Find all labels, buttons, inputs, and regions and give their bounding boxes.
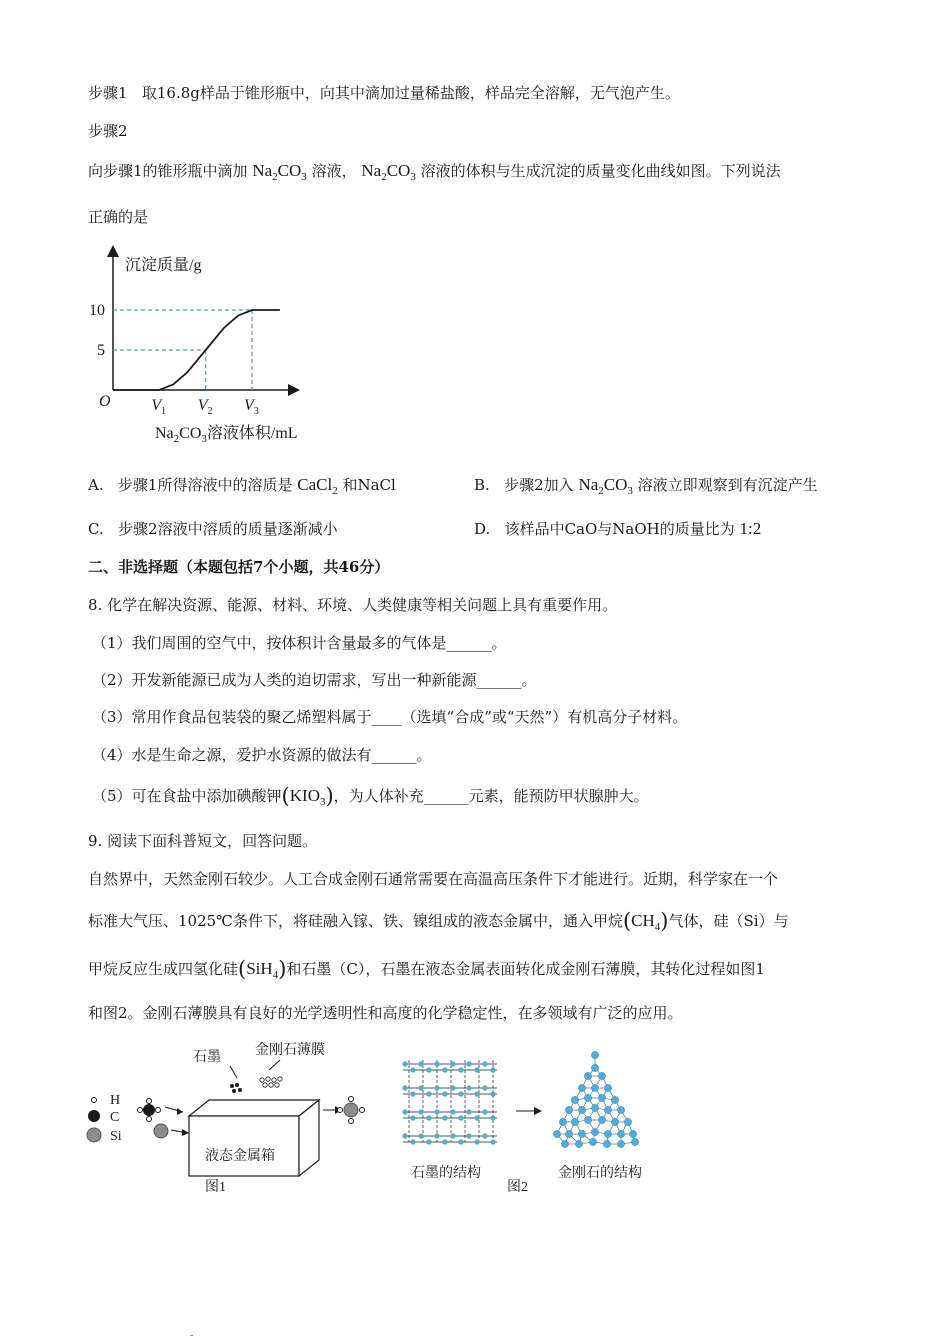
carbon-atom xyxy=(589,1138,596,1145)
carbon-atom xyxy=(624,1118,631,1125)
carbon-atom xyxy=(571,1096,578,1103)
carbon-atom xyxy=(611,1096,618,1103)
q8-part3: （3）常用作食品包装袋的聚乙烯塑料属于____（选填“合成”或“天然”）有机高分子材料。 xyxy=(92,708,688,726)
sih4-formula: SiH$_4$ xyxy=(246,959,279,981)
na2co3-formula-3: $Na_2CO_3$ xyxy=(578,475,633,497)
carbon-atom xyxy=(450,1133,455,1138)
ch4-molecule-icon xyxy=(138,1099,161,1122)
carbon-atom xyxy=(584,1116,591,1123)
carbon-atom xyxy=(474,1067,479,1072)
x-axis-label: $Na_2CO_3$溶液体积/mL xyxy=(155,425,298,445)
option-c[interactable]: C. 步骤2溶液中溶质的质量逐渐减小 xyxy=(88,520,338,538)
graphite-structure-diagram xyxy=(402,1060,497,1145)
carbon-atom xyxy=(402,1133,407,1138)
si-legend-icon xyxy=(87,1128,101,1142)
diamond-film-label: 金刚石薄膜 xyxy=(255,1043,325,1058)
carbon-atom xyxy=(591,1128,598,1135)
step2-desc-line2: 正确的是 xyxy=(88,208,149,226)
y-tick-label: 5 xyxy=(97,342,105,359)
data-curve xyxy=(113,310,280,390)
carbon-atom xyxy=(604,1106,611,1113)
carbon-atom xyxy=(426,1115,431,1120)
footer-mark xyxy=(190,1335,193,1336)
h-legend-icon xyxy=(92,1098,97,1103)
carbon-atom xyxy=(578,1106,585,1113)
svg-text:C: C xyxy=(110,1110,120,1125)
carbon-atom xyxy=(458,1139,463,1144)
carbon-atom xyxy=(450,1061,455,1066)
carbon-atom xyxy=(559,1118,566,1125)
graphite-dots xyxy=(230,1083,242,1093)
carbon-atom xyxy=(426,1091,431,1096)
ch4-formula: $CH_4$ xyxy=(631,911,661,933)
carbon-atom xyxy=(604,1130,611,1137)
carbon-atom xyxy=(629,1130,636,1137)
step2-desc-part2: 溶液， xyxy=(311,162,357,180)
carbon-atom xyxy=(482,1109,487,1114)
option-b[interactable]: B. 步骤2加入 $Na_2CO_3$ 溶液立即观察到有沉淀产生 xyxy=(474,475,818,497)
carbon-atom xyxy=(458,1091,463,1096)
carbon-atom xyxy=(591,1084,598,1091)
figure-2-caption: 图2 xyxy=(507,1180,528,1195)
carbon-atom xyxy=(578,1130,585,1137)
carbon-atom xyxy=(578,1084,585,1091)
liquid-metal-box-label: 液态金属箱 xyxy=(205,1149,275,1164)
liquid-metal-box xyxy=(189,1100,319,1176)
figure-2 xyxy=(395,1050,675,1200)
sih4-molecule-icon xyxy=(338,1097,365,1124)
q9-line4: 和图2。金刚石薄膜具有良好的光学透明性和高度的化学稳定性，在多领域有广泛的应用。 xyxy=(88,1004,683,1022)
carbon-atom xyxy=(426,1139,431,1144)
section2-title: 二、非选择题（本题包括7个小题，共46分） xyxy=(88,558,390,576)
q8-part5: （5）可在食盐中添加碘酸钾$(KIO_3)$，为人体补充______元素，能预防甲状腺肿大。 xyxy=(92,784,649,808)
carbon-atom xyxy=(565,1130,572,1137)
carbon-atom xyxy=(442,1115,447,1120)
carbon-atom xyxy=(434,1109,439,1114)
carbon-atom xyxy=(490,1067,495,1072)
carbon-atom xyxy=(434,1061,439,1066)
step1-text: 取16.8g样品于锥形瓶中，向其中滴加过量稀盐酸，样品完全溶解，无气泡产生。 xyxy=(141,84,680,102)
carbon-atom xyxy=(617,1140,624,1147)
carbon-atom xyxy=(466,1085,471,1090)
diamond-structure-diagram xyxy=(553,1051,638,1147)
carbon-atom xyxy=(598,1116,605,1123)
q8-part1: （1）我们周围的空气中，按体积计含量最多的气体是______。 xyxy=(92,634,507,652)
step2-desc-part1: 向步骤1的锥形瓶中滴加 xyxy=(88,162,248,180)
carbon-atom xyxy=(617,1130,624,1137)
carbon-atom xyxy=(584,1094,591,1101)
carbon-atom xyxy=(591,1104,598,1111)
x-tick-label: $V_2$ xyxy=(197,397,213,417)
carbon-atom xyxy=(450,1109,455,1114)
x-tick-label: $V_3$ xyxy=(244,397,259,417)
carbon-atom xyxy=(402,1061,407,1066)
svg-text:H: H xyxy=(110,1093,121,1108)
carbon-atom xyxy=(565,1106,572,1113)
carbon-atom xyxy=(598,1072,605,1079)
svg-text:Si: Si xyxy=(110,1129,122,1144)
kio3-formula: $KIO_3$ xyxy=(289,786,326,808)
carbon-atom xyxy=(450,1085,455,1090)
carbon-atom xyxy=(591,1064,598,1071)
step2-label: 步骤2 xyxy=(88,122,128,140)
carbon-atom xyxy=(571,1118,578,1125)
carbon-atom xyxy=(418,1061,423,1066)
carbon-atom xyxy=(482,1133,487,1138)
carbon-atom xyxy=(418,1109,423,1114)
q8-stem: 8. 化学在解决资源、能源、材料、环境、人类健康等相关问题上具有重要作用。 xyxy=(88,596,618,614)
carbon-atom xyxy=(575,1140,582,1147)
carbon-atom xyxy=(466,1133,471,1138)
carbon-atom xyxy=(466,1109,471,1114)
carbon-atom xyxy=(458,1067,463,1072)
carbon-atom xyxy=(418,1085,423,1090)
mass-ratio: 1:2 xyxy=(739,519,762,538)
carbon-atom xyxy=(490,1091,495,1096)
step2-desc xyxy=(88,160,781,183)
carbon-atom xyxy=(442,1067,447,1072)
cacl2-formula: CaCl$_2$ xyxy=(297,475,338,497)
q8-part4: （4）水是生命之源，爱护水资源的做法有______。 xyxy=(92,746,432,764)
carbon-atom xyxy=(442,1091,447,1096)
q9-line3: 甲烷反应生成四氢化硅(SiH$_4$)和石墨（C），石墨在液态金属表面转化成金刚石薄膜，其转化过程如图1 xyxy=(88,957,765,981)
carbon-atom xyxy=(410,1067,415,1072)
step1-line xyxy=(88,82,680,103)
diamond-film-dots xyxy=(260,1077,282,1087)
carbon-atom xyxy=(442,1139,447,1144)
carbon-atom xyxy=(617,1106,624,1113)
carbon-atom xyxy=(402,1085,407,1090)
graphite-label: 石墨 xyxy=(193,1050,221,1065)
carbon-atom xyxy=(434,1085,439,1090)
y-tick-label: 10 xyxy=(89,302,105,319)
c-legend-icon xyxy=(88,1110,100,1122)
x-tick-label: $V_1$ xyxy=(151,397,167,417)
precipitate-chart xyxy=(85,240,345,450)
carbon-atom xyxy=(474,1091,479,1096)
carbon-atom xyxy=(591,1051,598,1058)
carbon-atom xyxy=(418,1133,423,1138)
carbon-atom xyxy=(604,1084,611,1091)
step2-desc-part3: 溶液的体积与生成沉淀的质量变化曲线如图。下列说法 xyxy=(420,162,781,180)
diamond-structure-label: 金刚石的结构 xyxy=(558,1166,642,1181)
na2co3-formula-2: $Na_2CO_3$ xyxy=(361,161,416,183)
carbon-atom xyxy=(631,1138,638,1145)
origin-label: O xyxy=(99,393,111,410)
carbon-atom xyxy=(410,1139,415,1144)
carbon-atom xyxy=(410,1115,415,1120)
carbon-atom xyxy=(598,1094,605,1101)
q8-part2: （2）开发新能源已成为人类的迫切需求，写出一种新能源______。 xyxy=(92,671,537,689)
carbon-atom xyxy=(490,1115,495,1120)
graphite-structure-label: 石墨的结构 xyxy=(411,1166,481,1181)
carbon-atom xyxy=(434,1133,439,1138)
carbon-atom xyxy=(561,1140,568,1147)
carbon-atom xyxy=(482,1085,487,1090)
q9-line2: 标准大气压、1025℃条件下，将硅融入镓、铁、镍组成的液态金属中，通入甲烷$(CH_4)$气体，硅（Si）与 xyxy=(88,909,789,933)
carbon-atom xyxy=(553,1130,560,1137)
carbon-atom xyxy=(474,1139,479,1144)
carbon-atom xyxy=(584,1072,591,1079)
carbon-atom xyxy=(426,1067,431,1072)
figure-1 xyxy=(85,1038,385,1203)
carbon-atom xyxy=(402,1109,407,1114)
option-a[interactable]: A. 步骤1所得溶液中的溶质是 CaCl$_2$ 和NaCl xyxy=(88,475,396,497)
na2co3-formula: $Na_2CO_3$ xyxy=(252,161,307,183)
step1-label: 步骤1 xyxy=(88,84,128,102)
carbon-atom xyxy=(474,1115,479,1120)
carbon-atom xyxy=(458,1115,463,1120)
option-d[interactable]: D. 该样品中CaO与NaOH的质量比为 1:2 xyxy=(474,519,762,538)
carbon-atom xyxy=(482,1061,487,1066)
si-atom-icon xyxy=(154,1124,168,1138)
carbon-atom xyxy=(603,1140,610,1147)
y-axis-label: 沉淀质量/g xyxy=(125,257,202,274)
carbon-atom xyxy=(490,1139,495,1144)
carbon-atom xyxy=(611,1118,618,1125)
figure-1-caption: 图1 xyxy=(205,1180,226,1195)
q9-stem: 9. 阅读下面科普短文，回答问题。 xyxy=(88,832,318,850)
carbon-atom xyxy=(466,1061,471,1066)
q9-line1: 自然界中，天然金刚石较少。人工合成金刚石通常需要在高温高压条件下才能进行。近期，科学家在一个 xyxy=(88,870,779,888)
carbon-atom xyxy=(410,1091,415,1096)
